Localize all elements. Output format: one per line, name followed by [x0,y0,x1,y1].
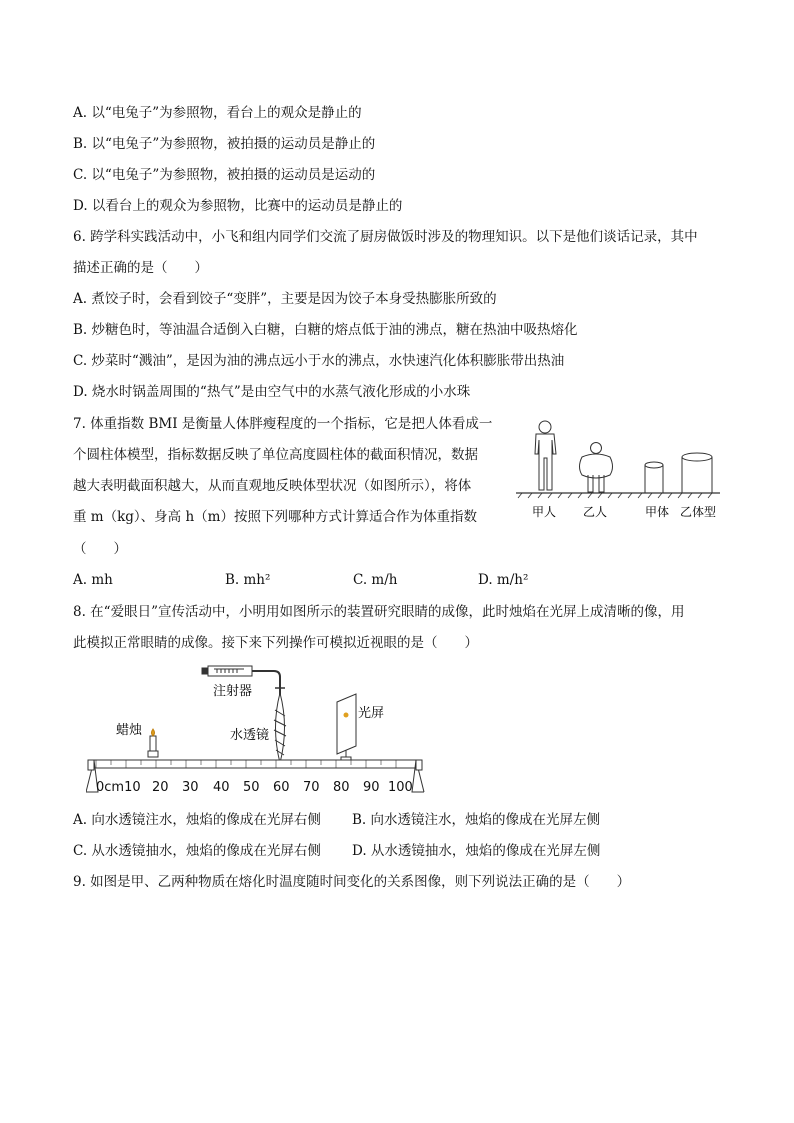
q5-option-a: A. 以“电兔子”为参照物，看台上的观众是静止的 [73,105,362,121]
q8-stem-line2: 此模拟正常眼睛的成像。接下来下列操作可模拟近视眼的是（ ） [73,635,478,651]
q7-stem-line2: 个圆柱体模型，指标数据反映了单位高度圆柱体的截面积情况，数据 [73,447,478,463]
eye-lens-apparatus [86,660,436,798]
label-jia-person: 甲人 [532,505,557,519]
ruler-label-30: 30 [182,780,199,795]
light-screen-icon [337,694,356,757]
ground-hatching [518,493,712,498]
q7-stem-line5: （ ） [73,541,127,557]
q7-option-c: C. m/h [353,572,398,588]
q6-stem-line1: 6. 跨学科实践活动中，小飞和组内同学们交流了厨房做饭时涉及的物理知识。以下是他们谈话记录，其中 [73,229,698,245]
bmi-figure [512,412,724,524]
label-jia-cylinder: 甲体 [645,505,670,519]
q8-stem-line1: 8. 在“爱眼日”宣传活动中，小明用如图所示的装置研究眼睛的成像，此时烛焰在光屏上成清晰的像，用 [73,604,685,620]
syringe-label: 注射器 [213,684,253,699]
q6-option-a: A. 煮饺子时，会看到饺子“变胖”，主要是因为饺子本身受热膨胀所致的 [73,291,497,307]
q7-option-d: D. m/h² [478,572,529,588]
q7-stem-line4: 重 m（kg）、身高 h（m）按照下列哪种方式计算适合作为体重指数 [73,509,477,525]
q6-option-b: B. 炒糖色时，等油温合适倒入白糖，白糖的熔点低于油的沸点，糖在热油中吸热熔化 [73,322,578,338]
q6-option-c: C. 炒菜时“溅油”，是因为油的沸点远小于水的沸点，水快速汽化体积膨胀带出热油 [73,353,565,369]
ruler-label-20: 20 [152,780,169,795]
q8-option-d: D. 从水透镜抽水，烛焰的像成在光屏左侧 [352,843,601,859]
candle-label: 蜡烛 [116,723,143,738]
ruler-label-90: 90 [363,780,380,795]
q7-stem-line1: 7. 体重指数 BMI 是衡量人体胖瘦程度的一个指标，它是把人体看成一 [73,416,493,432]
light-screen-label: 光屏 [358,706,385,721]
ruler-label-100: 100 [388,780,413,795]
q8-option-c: C. 从水透镜抽水，烛焰的像成在光屏右侧 [73,843,321,859]
q7-option-a: A. mh [73,572,113,588]
cylinder-yi-icon [682,453,712,493]
q8-option-a: A. 向水透镜注水，烛焰的像成在光屏右侧 [73,812,321,828]
label-yi-cylinder: 乙体型 [680,505,717,519]
ruler-label-40: 40 [213,780,230,795]
person-yi-icon [580,443,613,493]
q6-stem-line2: 描述正确的是（ ） [73,260,208,276]
ruler-label-50: 50 [243,780,260,795]
water-lens-icon [274,684,286,763]
ruler-label-0-10: 0cm10 [96,780,141,795]
q9-stem: 9. 如图是甲、乙两种物质在熔化时温度随时间变化的关系图像，则下列说法正确的是（ ） [73,874,631,890]
candle-icon [150,729,156,751]
q8-option-b: B. 向水透镜注水，烛焰的像成在光屏左侧 [352,812,601,828]
q5-option-b: B. 以“电兔子”为参照物，被拍摄的运动员是静止的 [73,136,376,152]
q7-option-b: B. mh² [225,572,271,588]
q7-stem-line3: 越大表明截面积越大，从而直观地反映体型状况（如图所示），将体 [73,478,472,494]
ruler-label-70: 70 [303,780,320,795]
water-lens-label: 水透镜 [230,728,270,743]
q6-option-d: D. 烧水时锅盖周围的“热气”是由空气中的水蒸气液化形成的小水珠 [73,384,471,400]
ruler-label-60: 60 [273,780,290,795]
q5-option-d: D. 以看台上的观众为参照物，比赛中的运动员是静止的 [73,198,403,214]
person-jia-icon [535,421,556,490]
q5-option-c: C. 以“电兔子”为参照物，被拍摄的运动员是运动的 [73,167,376,183]
cylinder-jia-icon [645,462,663,493]
label-yi-person: 乙人 [583,505,608,519]
ruler-label-80: 80 [333,780,350,795]
